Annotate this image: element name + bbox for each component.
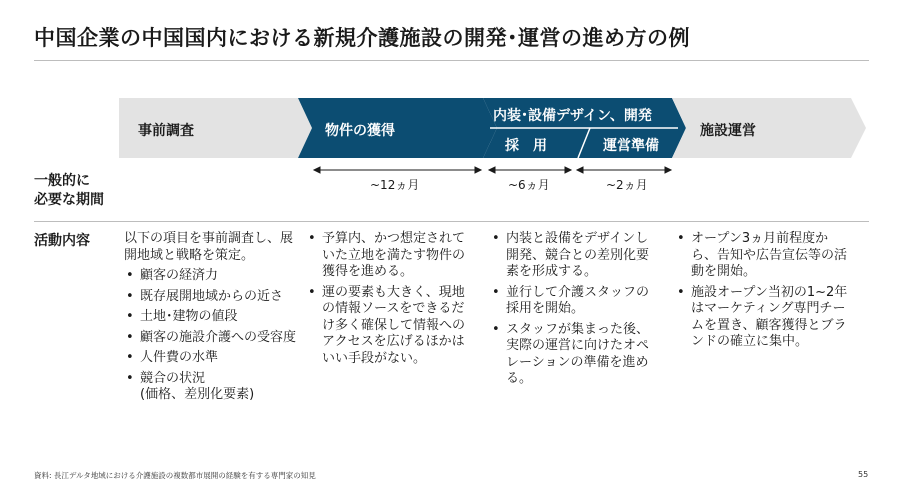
phase-ops-prep-label: 運営準備 bbox=[603, 138, 659, 154]
page-title: 中国企業の中国国内における新規介護施設の開発･運営の進め方の例 bbox=[34, 26, 690, 50]
acquisition-list bbox=[306, 231, 476, 367]
duration-interior: ~6ヵ月 bbox=[508, 178, 550, 192]
list-item: • 既存展開地域からの近さ bbox=[124, 289, 302, 306]
list-item: • 顧客の施設介護への受容度 bbox=[124, 330, 302, 347]
arrowhead-right bbox=[565, 167, 571, 173]
activity-row-label: 活動内容 bbox=[34, 233, 90, 249]
list-item: • 施設オープン当初の1~2年はマーケティング専門チームを置き、顧客獲得とブランドの確立に集中。 bbox=[675, 285, 853, 351]
research-list bbox=[124, 268, 302, 404]
duration-ops-prep: ~2ヵ月 bbox=[606, 178, 648, 192]
operation-list bbox=[675, 231, 853, 351]
list-item: • 内装と設備をデザインし開発、競合との差別化要素を形成する。 bbox=[490, 231, 660, 281]
operation-activities bbox=[675, 231, 853, 355]
list-item: • 並行して介護スタッフの採用を開始。 bbox=[490, 285, 660, 318]
list-item: • 競合の状況 (価格、差別化要素) bbox=[124, 371, 302, 404]
section-divider bbox=[34, 221, 869, 222]
arrowhead-right bbox=[665, 167, 671, 173]
list-item: • 予算内、かつ想定されていた立地を満たす物件の獲得を進める。 bbox=[306, 231, 476, 281]
phase-interior-label: 内装･設備デザイン、開発 bbox=[493, 108, 652, 124]
arrowhead-left bbox=[577, 167, 583, 173]
phase-hiring-label: 採 用 bbox=[505, 138, 547, 154]
page-number: 55 bbox=[858, 470, 869, 479]
phase-research-label: 事前調査 bbox=[138, 123, 194, 139]
list-item: • 顧客の経済力 bbox=[124, 268, 302, 285]
research-activities bbox=[124, 231, 302, 408]
source-footnote: 資料: 長江デルタ地域における介護施設の複数都市展開の経験を有する専門家の知見 bbox=[34, 471, 316, 480]
list-item: • 土地･建物の値段 bbox=[124, 309, 302, 326]
acquisition-activities bbox=[306, 231, 476, 371]
research-intro: 以下の項目を事前調査し、展開地域と戦略を策定。 bbox=[124, 231, 294, 263]
phase-acquisition-label: 物件の獲得 bbox=[325, 123, 395, 139]
arrowhead-right bbox=[475, 167, 481, 173]
list-item: • オープン3ヵ月前程度から、告知や広告宣伝等の活動を開始。 bbox=[675, 231, 853, 281]
list-item: • 運の要素も大きく、現地の情報ソースをできるだけ多く確保して情報へのアクセスを広げるほかはいい手段がない。 bbox=[306, 285, 476, 368]
period-row-label: 一般的に 必要な期間 bbox=[34, 173, 104, 208]
arrowhead-left bbox=[489, 167, 495, 173]
interior-activities bbox=[490, 231, 660, 392]
list-item: • 人件費の水準 bbox=[124, 350, 302, 367]
interior-list bbox=[490, 231, 660, 388]
list-item: • スタッフが集まった後、実際の運営に向けたオペレーションの準備を進める。 bbox=[490, 322, 660, 388]
arrowhead-left bbox=[314, 167, 320, 173]
phase-operation-label: 施設運営 bbox=[700, 123, 756, 139]
duration-acquisition: ~12ヵ月 bbox=[370, 178, 420, 192]
